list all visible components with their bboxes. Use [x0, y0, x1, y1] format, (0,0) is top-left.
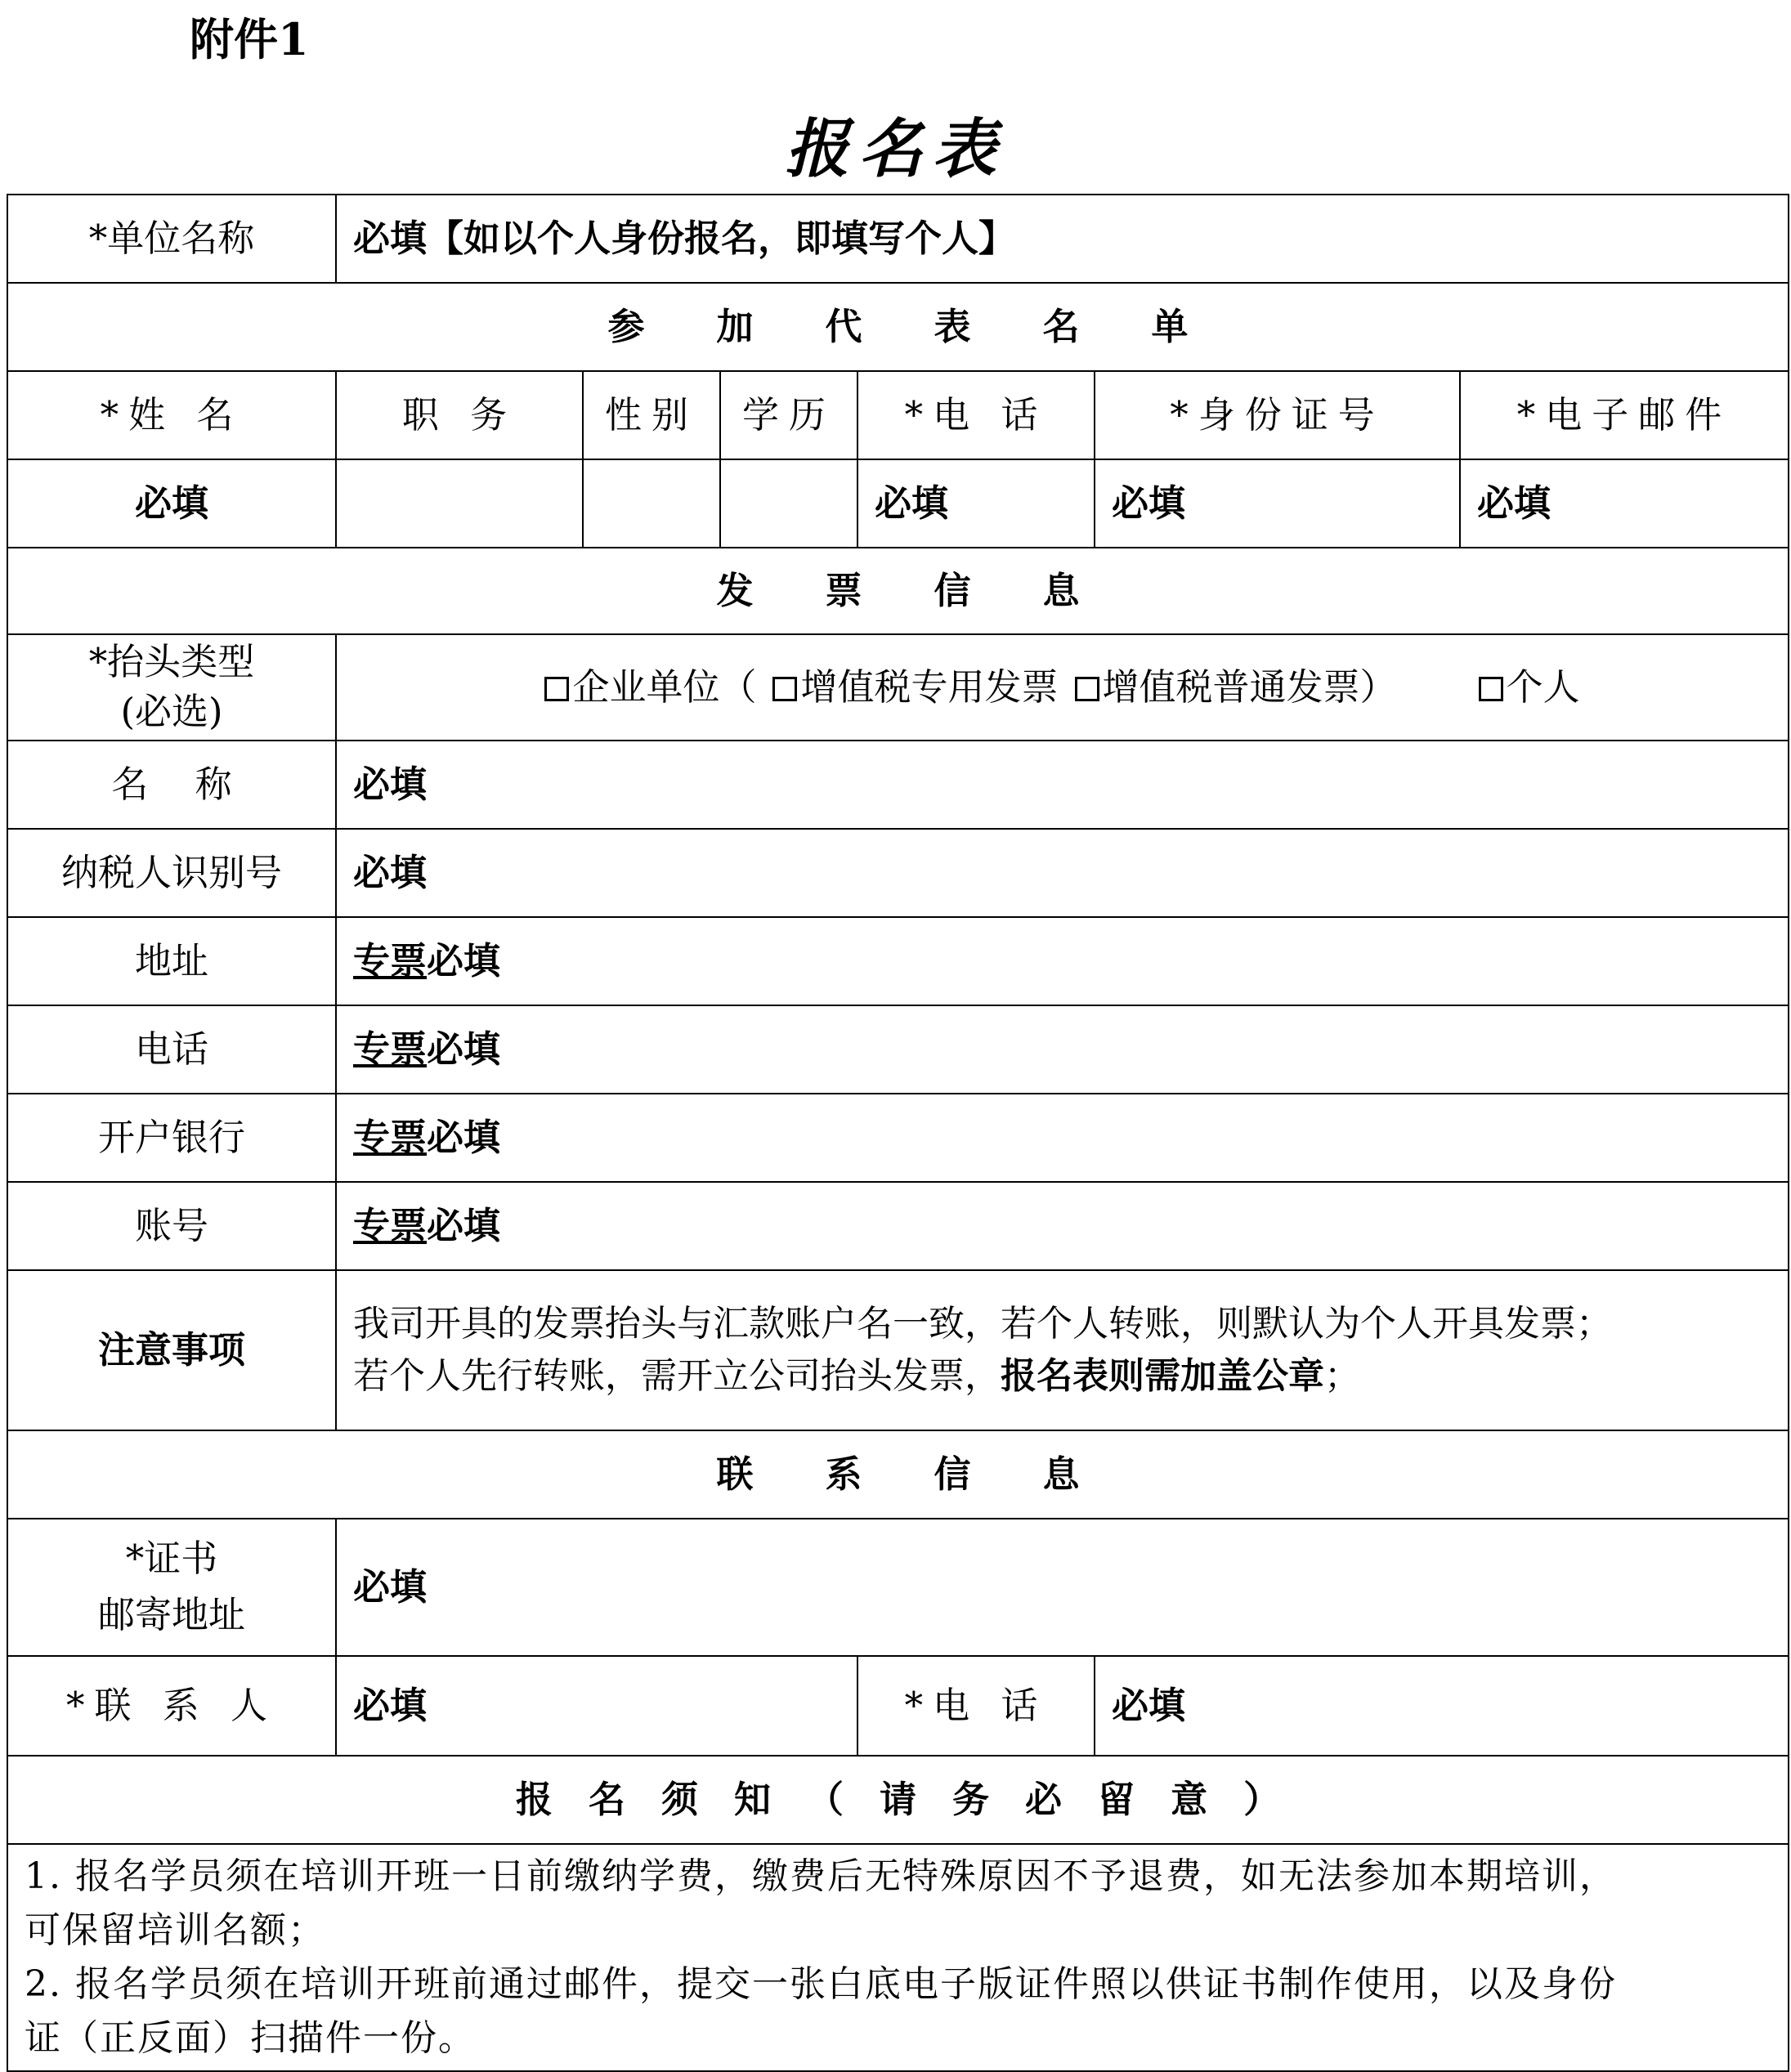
rules-row: [7, 1844, 1789, 2071]
invoice-name-label: 名 称: [7, 741, 336, 829]
attendee-section-header: 参 加 代 表 名 单: [7, 283, 1789, 371]
option-individual[interactable]: 个人: [1479, 663, 1580, 713]
contact-person-input[interactable]: 必填: [336, 1656, 857, 1756]
invoice-type-row: [7, 634, 1789, 741]
rules-section-row: [7, 1756, 1789, 1844]
rule-line: 2. 报名学员须在培训开班前通过邮件，提交一张白底电子版证件照以供证书制作使用，以及身份: [25, 1963, 1617, 2005]
col-email-header: *电子邮件: [1460, 371, 1789, 459]
col-title-header: 职 务: [336, 371, 583, 459]
org-label: *单位名称: [7, 195, 336, 283]
contact-person-label: *联 系 人: [7, 1656, 336, 1756]
invoice-name-input[interactable]: 必填: [336, 741, 1789, 829]
cert-address-row: [7, 1519, 1789, 1656]
notice-label: 注意事项: [7, 1270, 336, 1430]
attendee-name-input[interactable]: 必填: [7, 459, 336, 548]
attendee-section-row: [7, 283, 1789, 371]
option-vat-special[interactable]: 增值税专用发票: [772, 663, 1058, 713]
attendee-education-input[interactable]: [720, 459, 857, 548]
invoice-row: [7, 1182, 1789, 1270]
rule-line: 证（正反面）扫描件一份。: [25, 2017, 476, 2059]
attendee-input-row: [7, 459, 1789, 548]
invoice-row: [7, 917, 1789, 1005]
col-education-header: 学历: [720, 371, 857, 459]
invoice-phone-label: 电话: [7, 1005, 336, 1094]
invoice-address-label: 地址: [7, 917, 336, 1005]
invoice-taxid-label: 纳税人识别号: [7, 829, 336, 917]
invoice-address-input[interactable]: 专票必填: [336, 917, 1789, 1005]
contact-section-header: 联 系 信 息: [7, 1430, 1789, 1519]
cert-address-label: *证书 邮寄地址: [7, 1519, 336, 1656]
checkbox-icon: [1479, 677, 1503, 701]
invoice-type-options: [336, 634, 1789, 741]
attendee-id-input[interactable]: 必填: [1095, 459, 1460, 548]
checkbox-icon: [544, 677, 569, 701]
invoice-row: [7, 829, 1789, 917]
col-gender-header: 性别: [583, 371, 720, 459]
col-id-header: *身份证号: [1095, 371, 1460, 459]
attendee-gender-input[interactable]: [583, 459, 720, 548]
contact-section-row: [7, 1430, 1789, 1519]
checkbox-icon: [1075, 677, 1099, 701]
col-phone-header: *电 话: [857, 371, 1095, 459]
col-name-header: *姓 名: [7, 371, 336, 459]
notice-row: [7, 1270, 1789, 1430]
option-vat-general[interactable]: 增值税普通发票）: [1075, 663, 1397, 713]
invoice-section-header: 发 票 信 息: [7, 548, 1789, 634]
invoice-bank-label: 开户银行: [7, 1094, 336, 1182]
option-enterprise[interactable]: 企业单位（: [544, 663, 756, 713]
rules-section-header: 报 名 须 知 （ 请 务 必 留 意 ）: [7, 1756, 1789, 1844]
contact-phone-label: *电 话: [857, 1656, 1095, 1756]
rule-line: 1. 报名学员须在培训开班一日前缴纳学费，缴费后无特殊原因不予退费，如无法参加本期培训，: [25, 1855, 1617, 1897]
attendee-email-input[interactable]: 必填: [1460, 459, 1789, 548]
invoice-type-label: *抬头类型 (必选): [7, 634, 336, 741]
form-title: 报名表: [785, 112, 1006, 186]
invoice-section-row: [7, 548, 1789, 634]
attendee-title-input[interactable]: [336, 459, 583, 548]
attendee-header-row: [7, 371, 1789, 459]
rules-text: [7, 1844, 1789, 2071]
rule-line: 可保留培训名额；: [25, 1909, 325, 1951]
invoice-phone-input[interactable]: 专票必填: [336, 1005, 1789, 1094]
attachment-label: 附件1: [190, 13, 309, 65]
org-input[interactable]: 必填【如以个人身份报名，即填写个人】: [336, 195, 1789, 283]
contact-phone-input[interactable]: 必填: [1095, 1656, 1789, 1756]
invoice-account-input[interactable]: 专票必填: [336, 1182, 1789, 1270]
invoice-row: [7, 1005, 1789, 1094]
attendee-phone-input[interactable]: 必填: [857, 459, 1095, 548]
checkbox-icon: [772, 677, 797, 701]
cert-address-input[interactable]: 必填: [336, 1519, 1789, 1656]
invoice-row: [7, 1094, 1789, 1182]
invoice-bank-input[interactable]: 专票必填: [336, 1094, 1789, 1182]
invoice-account-label: 账号: [7, 1182, 336, 1270]
registration-form: [7, 194, 1789, 2072]
notice-text: 我司开具的发票抬头与汇款账户名一致，若个人转账，则默认为个人开具发票； 若个人先行转账，需开立公司抬头发票，报名表则需加盖公章；: [336, 1270, 1789, 1430]
invoice-taxid-input[interactable]: 必填: [336, 829, 1789, 917]
invoice-row: [7, 741, 1789, 829]
contact-person-row: [7, 1656, 1789, 1756]
org-row: [7, 195, 1789, 283]
